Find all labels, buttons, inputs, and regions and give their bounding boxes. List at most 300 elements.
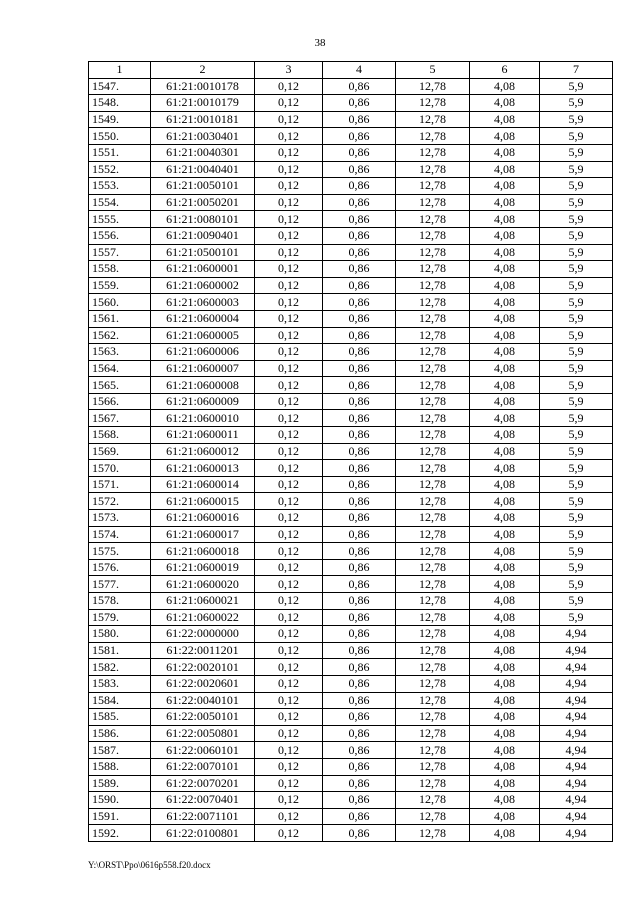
row-number-cell: 1577. (89, 576, 151, 593)
value-cell-3: 0,12 (255, 559, 323, 576)
row-number-cell: 1562. (89, 327, 151, 344)
value-cell-4: 0,86 (323, 344, 396, 361)
value-cell-6: 4,08 (470, 559, 540, 576)
value-cell-4: 0,86 (323, 360, 396, 377)
value-cell-6: 4,08 (470, 825, 540, 842)
page-number: 38 (314, 37, 326, 49)
column-header: 5 (396, 62, 470, 79)
value-cell-3: 0,12 (255, 443, 323, 460)
value-cell-5: 12,78 (396, 360, 470, 377)
value-cell-7: 5,9 (540, 277, 613, 294)
row-number-cell: 1574. (89, 526, 151, 543)
value-cell-3: 0,12 (255, 709, 323, 726)
value-cell-4: 0,86 (323, 476, 396, 493)
value-cell-4: 0,86 (323, 659, 396, 676)
row-number-cell: 1579. (89, 609, 151, 626)
value-cell-6: 4,08 (470, 675, 540, 692)
value-cell-7: 5,9 (540, 194, 613, 211)
table-row (89, 593, 613, 610)
data-table (88, 61, 613, 842)
cadastral-number-cell: 61:21:0050201 (151, 194, 255, 211)
table-row (89, 626, 613, 643)
value-cell-5: 12,78 (396, 593, 470, 610)
table-row (89, 659, 613, 676)
value-cell-3: 0,12 (255, 725, 323, 742)
row-number-cell: 1592. (89, 825, 151, 842)
value-cell-5: 12,78 (396, 427, 470, 444)
cadastral-number-cell: 61:21:0600013 (151, 460, 255, 477)
value-cell-4: 0,86 (323, 510, 396, 527)
value-cell-5: 12,78 (396, 227, 470, 244)
value-cell-6: 4,08 (470, 410, 540, 427)
value-cell-7: 5,9 (540, 111, 613, 128)
row-number-cell: 1547. (89, 78, 151, 95)
value-cell-6: 4,08 (470, 692, 540, 709)
value-cell-6: 4,08 (470, 709, 540, 726)
cadastral-number-cell: 61:21:0600001 (151, 261, 255, 278)
value-cell-4: 0,86 (323, 626, 396, 643)
value-cell-6: 4,08 (470, 593, 540, 610)
cadastral-number-cell: 61:21:0600022 (151, 609, 255, 626)
value-cell-4: 0,86 (323, 559, 396, 576)
value-cell-4: 0,86 (323, 675, 396, 692)
row-number-cell: 1583. (89, 675, 151, 692)
value-cell-7: 4,94 (540, 742, 613, 759)
value-cell-5: 12,78 (396, 277, 470, 294)
table-row (89, 808, 613, 825)
value-cell-4: 0,86 (323, 642, 396, 659)
value-cell-6: 4,08 (470, 742, 540, 759)
cadastral-number-cell: 61:21:0600014 (151, 476, 255, 493)
value-cell-7: 5,9 (540, 178, 613, 195)
value-cell-3: 0,12 (255, 144, 323, 161)
row-number-cell: 1554. (89, 194, 151, 211)
cadastral-number-cell: 61:21:0600006 (151, 344, 255, 361)
cadastral-number-cell: 61:21:0600008 (151, 377, 255, 394)
value-cell-6: 4,08 (470, 178, 540, 195)
value-cell-6: 4,08 (470, 642, 540, 659)
cadastral-number-cell: 61:21:0600009 (151, 393, 255, 410)
value-cell-5: 12,78 (396, 443, 470, 460)
cadastral-number-cell: 61:21:0080101 (151, 211, 255, 228)
value-cell-5: 12,78 (396, 659, 470, 676)
cadastral-number-cell: 61:22:0100801 (151, 825, 255, 842)
row-number-cell: 1567. (89, 410, 151, 427)
value-cell-5: 12,78 (396, 675, 470, 692)
value-cell-4: 0,86 (323, 742, 396, 759)
value-cell-6: 4,08 (470, 261, 540, 278)
value-cell-4: 0,86 (323, 277, 396, 294)
row-number-cell: 1549. (89, 111, 151, 128)
row-number-cell: 1572. (89, 493, 151, 510)
table-row (89, 559, 613, 576)
row-number-cell: 1570. (89, 460, 151, 477)
value-cell-4: 0,86 (323, 244, 396, 261)
value-cell-7: 5,9 (540, 78, 613, 95)
table-row (89, 211, 613, 228)
value-cell-7: 5,9 (540, 510, 613, 527)
value-cell-5: 12,78 (396, 194, 470, 211)
table-row (89, 675, 613, 692)
value-cell-3: 0,12 (255, 659, 323, 676)
value-cell-3: 0,12 (255, 476, 323, 493)
cadastral-number-cell: 61:21:0600019 (151, 559, 255, 576)
value-cell-5: 12,78 (396, 626, 470, 643)
cadastral-number-cell: 61:22:0000000 (151, 626, 255, 643)
row-number-cell: 1560. (89, 294, 151, 311)
value-cell-3: 0,12 (255, 642, 323, 659)
value-cell-3: 0,12 (255, 227, 323, 244)
value-cell-7: 5,9 (540, 526, 613, 543)
row-number-cell: 1575. (89, 543, 151, 560)
row-number-cell: 1559. (89, 277, 151, 294)
table-row (89, 543, 613, 560)
value-cell-6: 4,08 (470, 626, 540, 643)
cadastral-number-cell: 61:22:0050801 (151, 725, 255, 742)
table-row (89, 410, 613, 427)
cadastral-number-cell: 61:21:0600016 (151, 510, 255, 527)
row-number-cell: 1551. (89, 144, 151, 161)
value-cell-7: 5,9 (540, 576, 613, 593)
cadastral-number-cell: 61:21:0600004 (151, 310, 255, 327)
table-row (89, 609, 613, 626)
value-cell-3: 0,12 (255, 360, 323, 377)
cadastral-number-cell: 61:22:0070201 (151, 775, 255, 792)
cadastral-number-cell: 61:21:0600011 (151, 427, 255, 444)
row-number-cell: 1548. (89, 95, 151, 112)
value-cell-7: 5,9 (540, 310, 613, 327)
table-body (89, 62, 613, 842)
value-cell-5: 12,78 (396, 410, 470, 427)
value-cell-4: 0,86 (323, 692, 396, 709)
value-cell-6: 4,08 (470, 194, 540, 211)
value-cell-7: 4,94 (540, 808, 613, 825)
row-number-cell: 1565. (89, 377, 151, 394)
value-cell-6: 4,08 (470, 725, 540, 742)
row-number-cell: 1568. (89, 427, 151, 444)
row-number-cell: 1557. (89, 244, 151, 261)
cadastral-number-cell: 61:21:0010178 (151, 78, 255, 95)
value-cell-5: 12,78 (396, 327, 470, 344)
value-cell-3: 0,12 (255, 775, 323, 792)
value-cell-7: 4,94 (540, 825, 613, 842)
value-cell-7: 5,9 (540, 493, 613, 510)
value-cell-7: 5,9 (540, 244, 613, 261)
value-cell-3: 0,12 (255, 543, 323, 560)
value-cell-3: 0,12 (255, 344, 323, 361)
column-header: 6 (470, 62, 540, 79)
value-cell-5: 12,78 (396, 78, 470, 95)
table-row (89, 825, 613, 842)
value-cell-7: 5,9 (540, 427, 613, 444)
cadastral-number-cell: 61:21:0600021 (151, 593, 255, 610)
value-cell-3: 0,12 (255, 626, 323, 643)
value-cell-6: 4,08 (470, 659, 540, 676)
cadastral-number-cell: 61:22:0070401 (151, 792, 255, 809)
value-cell-3: 0,12 (255, 310, 323, 327)
cadastral-number-cell: 61:21:0500101 (151, 244, 255, 261)
value-cell-6: 4,08 (470, 360, 540, 377)
value-cell-5: 12,78 (396, 742, 470, 759)
column-header: 7 (540, 62, 613, 79)
row-number-cell: 1561. (89, 310, 151, 327)
value-cell-3: 0,12 (255, 244, 323, 261)
table-row (89, 161, 613, 178)
table-row (89, 443, 613, 460)
value-cell-3: 0,12 (255, 95, 323, 112)
value-cell-7: 5,9 (540, 144, 613, 161)
value-cell-6: 4,08 (470, 543, 540, 560)
table-row (89, 111, 613, 128)
value-cell-5: 12,78 (396, 510, 470, 527)
value-cell-3: 0,12 (255, 692, 323, 709)
value-cell-5: 12,78 (396, 808, 470, 825)
value-cell-3: 0,12 (255, 593, 323, 610)
value-cell-7: 5,9 (540, 410, 613, 427)
value-cell-7: 4,94 (540, 659, 613, 676)
table-row (89, 194, 613, 211)
value-cell-7: 5,9 (540, 443, 613, 460)
cadastral-number-cell: 61:21:0040301 (151, 144, 255, 161)
value-cell-5: 12,78 (396, 294, 470, 311)
value-cell-7: 4,94 (540, 758, 613, 775)
cadastral-number-cell: 61:21:0010181 (151, 111, 255, 128)
table-row (89, 344, 613, 361)
value-cell-7: 5,9 (540, 360, 613, 377)
row-number-cell: 1563. (89, 344, 151, 361)
row-number-cell: 1588. (89, 758, 151, 775)
value-cell-7: 5,9 (540, 460, 613, 477)
value-cell-3: 0,12 (255, 808, 323, 825)
value-cell-4: 0,86 (323, 526, 396, 543)
table-row (89, 692, 613, 709)
table-row (89, 493, 613, 510)
value-cell-6: 4,08 (470, 78, 540, 95)
value-cell-5: 12,78 (396, 576, 470, 593)
cadastral-number-cell: 61:22:0040101 (151, 692, 255, 709)
value-cell-5: 12,78 (396, 144, 470, 161)
table-row (89, 128, 613, 145)
value-cell-3: 0,12 (255, 510, 323, 527)
value-cell-3: 0,12 (255, 78, 323, 95)
table-row (89, 725, 613, 742)
row-number-cell: 1578. (89, 593, 151, 610)
value-cell-5: 12,78 (396, 758, 470, 775)
value-cell-6: 4,08 (470, 111, 540, 128)
value-cell-4: 0,86 (323, 593, 396, 610)
column-header: 3 (255, 62, 323, 79)
value-cell-6: 4,08 (470, 144, 540, 161)
value-cell-6: 4,08 (470, 609, 540, 626)
value-cell-5: 12,78 (396, 543, 470, 560)
cadastral-number-cell: 61:22:0020101 (151, 659, 255, 676)
cadastral-number-cell: 61:21:0600010 (151, 410, 255, 427)
value-cell-6: 4,08 (470, 526, 540, 543)
cadastral-number-cell: 61:21:0600005 (151, 327, 255, 344)
row-number-cell: 1550. (89, 128, 151, 145)
table-row (89, 360, 613, 377)
table-row (89, 526, 613, 543)
value-cell-5: 12,78 (396, 692, 470, 709)
value-cell-7: 5,9 (540, 211, 613, 228)
value-cell-3: 0,12 (255, 377, 323, 394)
value-cell-3: 0,12 (255, 128, 323, 145)
row-number-cell: 1555. (89, 211, 151, 228)
value-cell-6: 4,08 (470, 128, 540, 145)
value-cell-3: 0,12 (255, 277, 323, 294)
value-cell-6: 4,08 (470, 227, 540, 244)
value-cell-4: 0,86 (323, 178, 396, 195)
value-cell-3: 0,12 (255, 161, 323, 178)
cadastral-number-cell: 61:21:0600002 (151, 277, 255, 294)
value-cell-5: 12,78 (396, 775, 470, 792)
value-cell-5: 12,78 (396, 559, 470, 576)
value-cell-3: 0,12 (255, 609, 323, 626)
value-cell-6: 4,08 (470, 476, 540, 493)
value-cell-7: 5,9 (540, 95, 613, 112)
value-cell-3: 0,12 (255, 493, 323, 510)
table-row (89, 576, 613, 593)
value-cell-5: 12,78 (396, 476, 470, 493)
value-cell-4: 0,86 (323, 377, 396, 394)
row-number-cell: 1590. (89, 792, 151, 809)
value-cell-3: 0,12 (255, 825, 323, 842)
value-cell-5: 12,78 (396, 526, 470, 543)
value-cell-6: 4,08 (470, 393, 540, 410)
table-row (89, 642, 613, 659)
value-cell-6: 4,08 (470, 443, 540, 460)
value-cell-6: 4,08 (470, 327, 540, 344)
value-cell-4: 0,86 (323, 310, 396, 327)
value-cell-5: 12,78 (396, 825, 470, 842)
value-cell-5: 12,78 (396, 493, 470, 510)
value-cell-7: 4,94 (540, 725, 613, 742)
value-cell-5: 12,78 (396, 111, 470, 128)
value-cell-3: 0,12 (255, 327, 323, 344)
value-cell-4: 0,86 (323, 576, 396, 593)
value-cell-4: 0,86 (323, 808, 396, 825)
column-header: 4 (323, 62, 396, 79)
value-cell-7: 4,94 (540, 642, 613, 659)
value-cell-3: 0,12 (255, 111, 323, 128)
row-number-cell: 1589. (89, 775, 151, 792)
value-cell-6: 4,08 (470, 758, 540, 775)
cadastral-number-cell: 61:21:0600015 (151, 493, 255, 510)
value-cell-5: 12,78 (396, 244, 470, 261)
table-row (89, 792, 613, 809)
row-number-cell: 1569. (89, 443, 151, 460)
value-cell-7: 4,94 (540, 692, 613, 709)
value-cell-3: 0,12 (255, 792, 323, 809)
value-cell-5: 12,78 (396, 642, 470, 659)
value-cell-4: 0,86 (323, 758, 396, 775)
table-row (89, 377, 613, 394)
value-cell-4: 0,86 (323, 194, 396, 211)
value-cell-5: 12,78 (396, 128, 470, 145)
row-number-cell: 1591. (89, 808, 151, 825)
value-cell-4: 0,86 (323, 144, 396, 161)
row-number-cell: 1571. (89, 476, 151, 493)
value-cell-4: 0,86 (323, 543, 396, 560)
value-cell-6: 4,08 (470, 244, 540, 261)
value-cell-4: 0,86 (323, 161, 396, 178)
value-cell-5: 12,78 (396, 261, 470, 278)
value-cell-4: 0,86 (323, 111, 396, 128)
cadastral-number-cell: 61:22:0060101 (151, 742, 255, 759)
row-number-cell: 1558. (89, 261, 151, 278)
cadastral-number-cell: 61:22:0070101 (151, 758, 255, 775)
row-number-cell: 1576. (89, 559, 151, 576)
value-cell-7: 4,94 (540, 675, 613, 692)
value-cell-7: 5,9 (540, 227, 613, 244)
table-row (89, 476, 613, 493)
row-number-cell: 1556. (89, 227, 151, 244)
value-cell-5: 12,78 (396, 792, 470, 809)
table-header-row (89, 62, 613, 79)
value-cell-3: 0,12 (255, 758, 323, 775)
cadastral-number-cell: 61:22:0020601 (151, 675, 255, 692)
table-row (89, 327, 613, 344)
value-cell-5: 12,78 (396, 95, 470, 112)
value-cell-4: 0,86 (323, 128, 396, 145)
value-cell-6: 4,08 (470, 576, 540, 593)
value-cell-7: 5,9 (540, 161, 613, 178)
cadastral-number-cell: 61:21:0600012 (151, 443, 255, 460)
value-cell-7: 5,9 (540, 393, 613, 410)
value-cell-3: 0,12 (255, 460, 323, 477)
value-cell-4: 0,86 (323, 443, 396, 460)
row-number-cell: 1587. (89, 742, 151, 759)
cadastral-number-cell: 61:21:0600003 (151, 294, 255, 311)
value-cell-7: 5,9 (540, 128, 613, 145)
value-cell-4: 0,86 (323, 709, 396, 726)
value-cell-7: 5,9 (540, 609, 613, 626)
value-cell-6: 4,08 (470, 775, 540, 792)
value-cell-6: 4,08 (470, 377, 540, 394)
row-number-cell: 1573. (89, 510, 151, 527)
value-cell-5: 12,78 (396, 377, 470, 394)
value-cell-3: 0,12 (255, 526, 323, 543)
value-cell-4: 0,86 (323, 493, 396, 510)
table-row (89, 95, 613, 112)
value-cell-3: 0,12 (255, 742, 323, 759)
value-cell-3: 0,12 (255, 393, 323, 410)
value-cell-6: 4,08 (470, 808, 540, 825)
table-row (89, 261, 613, 278)
cadastral-number-cell: 61:21:0600018 (151, 543, 255, 560)
value-cell-5: 12,78 (396, 460, 470, 477)
value-cell-5: 12,78 (396, 161, 470, 178)
cadastral-number-cell: 61:21:0090401 (151, 227, 255, 244)
table-row (89, 427, 613, 444)
table-row (89, 244, 613, 261)
cadastral-number-cell: 61:22:0071101 (151, 808, 255, 825)
value-cell-7: 5,9 (540, 327, 613, 344)
value-cell-3: 0,12 (255, 261, 323, 278)
value-cell-7: 5,9 (540, 377, 613, 394)
table-row (89, 510, 613, 527)
table-row (89, 227, 613, 244)
table-row (89, 294, 613, 311)
value-cell-3: 0,12 (255, 576, 323, 593)
row-number-cell: 1580. (89, 626, 151, 643)
cadastral-number-cell: 61:21:0030401 (151, 128, 255, 145)
row-number-cell: 1564. (89, 360, 151, 377)
row-number-cell: 1553. (89, 178, 151, 195)
value-cell-7: 5,9 (540, 559, 613, 576)
cadastral-number-cell: 61:22:0011201 (151, 642, 255, 659)
value-cell-4: 0,86 (323, 294, 396, 311)
